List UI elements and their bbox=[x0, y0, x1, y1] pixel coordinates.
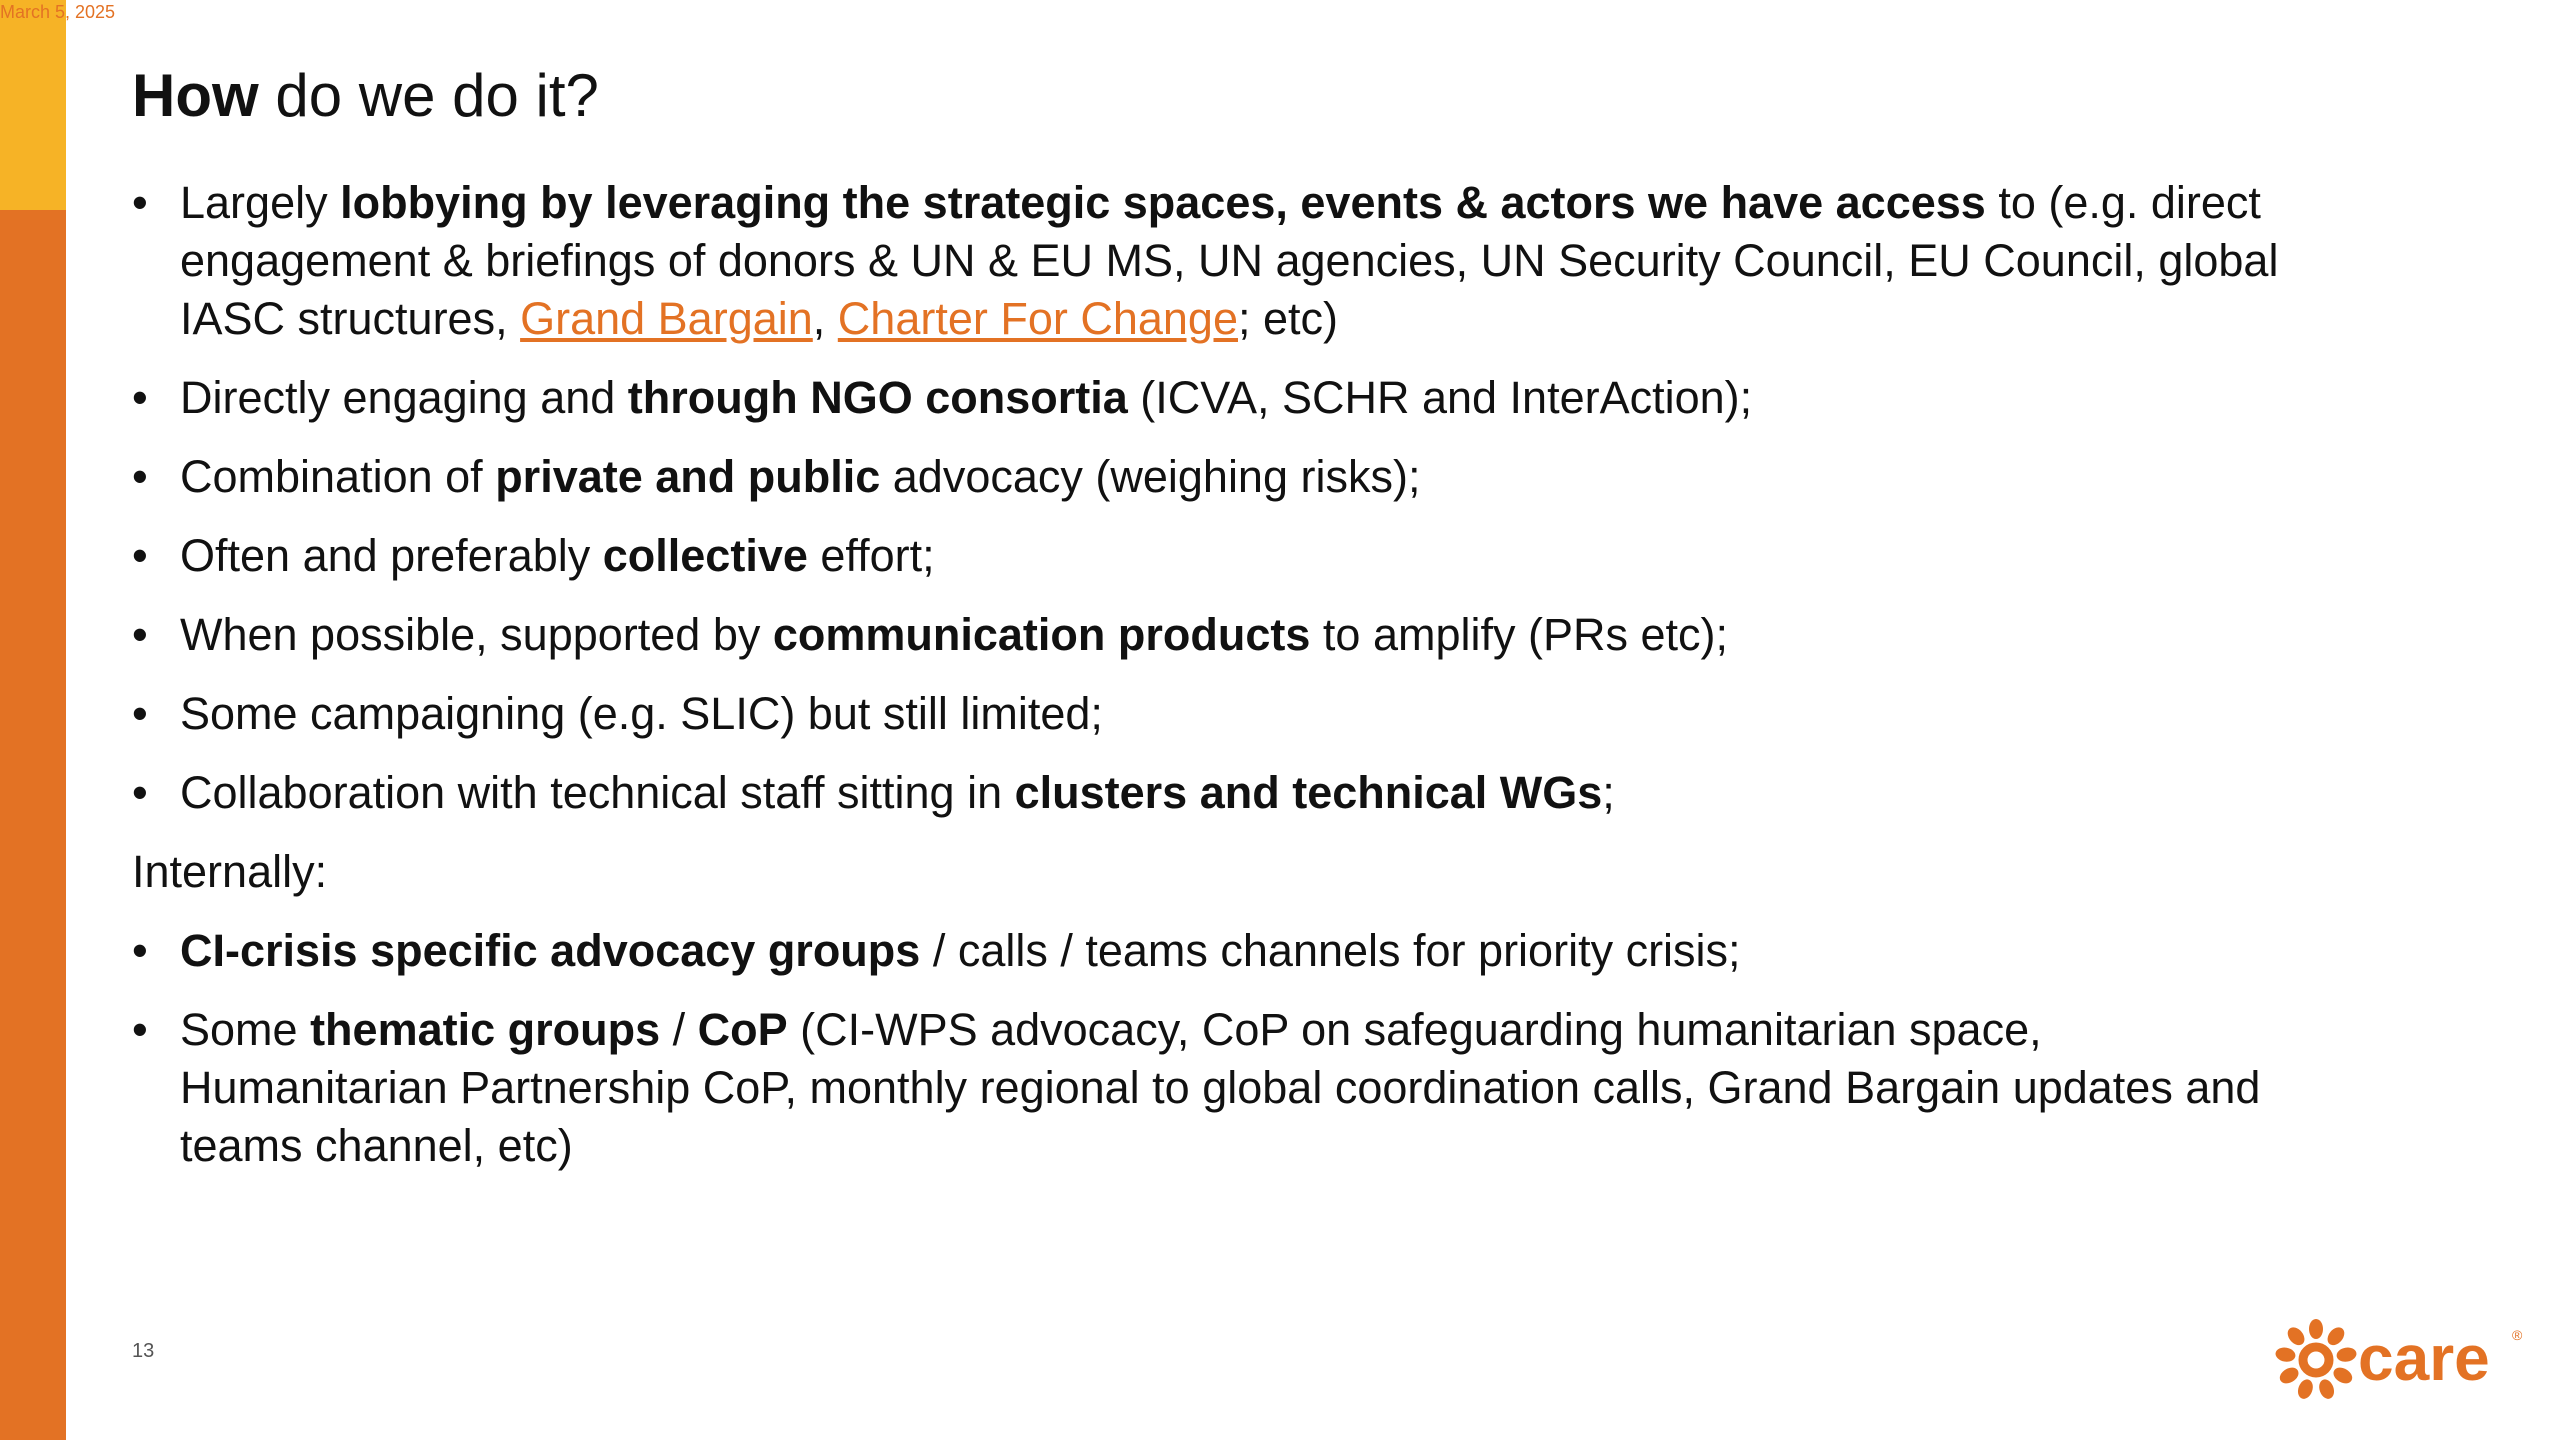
slide-title bbox=[132, 60, 599, 132]
accent-bar-yellow bbox=[0, 0, 66, 210]
bullet-private-public: • Combination of private and public advocacy (weighing risks); bbox=[132, 448, 2282, 506]
care-logo-wordmark: care bbox=[2358, 1322, 2490, 1394]
registered-mark: ® bbox=[2512, 1327, 2523, 1343]
internally-label: Internally: bbox=[132, 846, 328, 897]
bullet-collaboration: • Collaboration with technical staff sitting in clusters and technical WGs; bbox=[132, 764, 2282, 822]
accent-bar-orange bbox=[0, 210, 66, 1440]
bullet-lobbying: • Largely lobbying by leveraging the strategic spaces, events & actors we have access to (e.g. direct engagement & briefings of donors & UN & EU MS, UN agencies, UN Security Council, EU Council, global IASC structures, Grand Bargain, Charter For Change; etc) bbox=[132, 174, 2282, 348]
bullet-collective: • Often and preferably collective effort; bbox=[132, 527, 2282, 585]
bullet-thematic-groups: • Some thematic groups / CoP (CI-WPS advocacy, CoP on safeguarding humanitarian space, Humanitarian Partnership CoP, monthly regional to global coordination calls, Grand Bargain updates and teams channel, etc) bbox=[132, 1001, 2282, 1175]
slide-body bbox=[132, 174, 2282, 1196]
slide-date: March 5, 2025 bbox=[0, 2, 116, 22]
title-bold: How bbox=[132, 62, 259, 129]
care-logo bbox=[2268, 1310, 2528, 1410]
care-logo-emblem-icon bbox=[2274, 1319, 2357, 1401]
bullet-ci-crisis: • CI-crisis specific advocacy groups / calls / teams channels for priority crisis; bbox=[132, 922, 2282, 980]
charter-for-change-link[interactable]: Charter For Change bbox=[837, 293, 1238, 344]
bullet-campaigning: • Some campaigning (e.g. SLIC) but still limited; bbox=[132, 685, 2282, 743]
title-rest: do we do it? bbox=[258, 62, 599, 129]
grand-bargain-link[interactable]: Grand Bargain bbox=[520, 293, 813, 344]
bullet-communication: • When possible, supported by communication products to amplify (PRs etc); bbox=[132, 606, 2282, 664]
bullet-ngo-consortia: • Directly engaging and through NGO consortia (ICVA, SCHR and InterAction); bbox=[132, 369, 2282, 427]
page-number: 13 bbox=[132, 1340, 155, 1362]
